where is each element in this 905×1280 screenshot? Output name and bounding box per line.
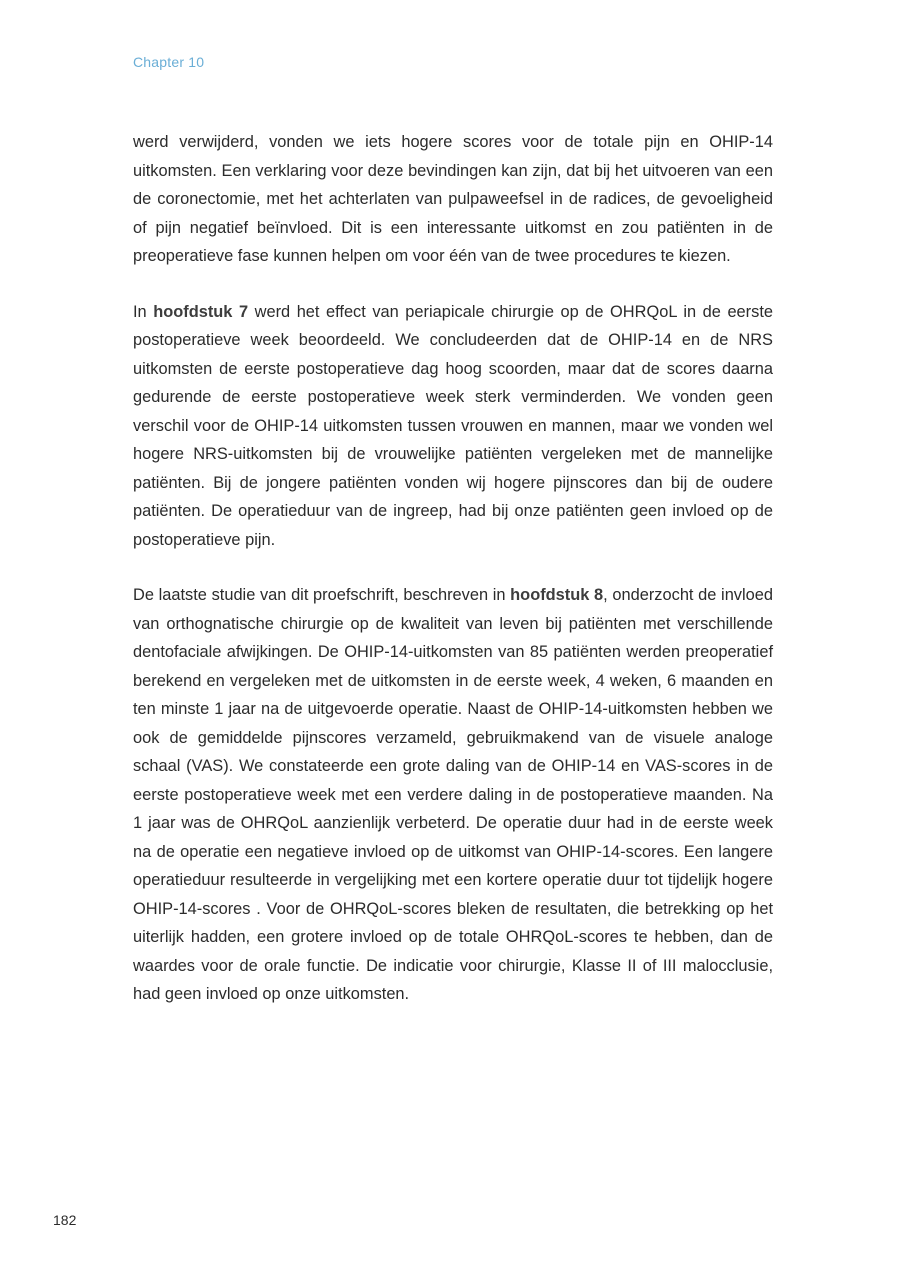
paragraph-3-before: De laatste studie van dit proefschrift, beschreven in xyxy=(133,586,511,604)
paragraph-2 xyxy=(133,298,773,555)
page-number: 182 xyxy=(53,1212,77,1228)
chapter-header: Chapter 10 xyxy=(133,54,205,70)
body-text xyxy=(133,128,773,1036)
paragraph-1: werd verwijderd, vonden we iets hogere scores voor de totale pijn en OHIP-14 uitkomsten. Een verklaring voor deze bevindingen kan zijn, dat bij het uitvoeren van een de coronectomie, met het achterlaten van pulpaweefsel in de radices, de gevoeligheid of pijn negatief beïnvloed. Dit is een interessante uitkomst en zou patiënten in de preoperatieve fase kunnen helpen om voor één van de twee procedures te kiezen. xyxy=(133,133,773,265)
paragraph-3 xyxy=(133,581,773,1009)
paragraph-2-after: werd het effect van periapicale chirurgie op de OHRQoL in de eerste postoperatieve week beoordeeld. We concludeerden dat de OHIP-14 en de NRS uitkomsten de eerste postoperatieve dag hoog scoorden, maar dat de scores daarna gedurende de eerste postoperatieve week sterk verminderden. We vonden geen verschil voor de OHIP-14 uitkomsten tussen vrouwen en mannen, maar we vonden wel hogere NRS-uitkomsten bij de vrouwelijke patiënten vergeleken met de mannelijke patiënten. Bij de jongere patiënten vonden wij hogere pijnscores dan bij de oudere patiënten. De operatieduur van de ingreep, had bij onze patiënten geen invloed op de postoperatieve pijn. xyxy=(133,302,773,549)
paragraph-2-before: In xyxy=(133,302,154,321)
chapter-reference-8: hoofdstuk 8 xyxy=(510,586,604,604)
chapter-reference-7: hoofdstuk 7 xyxy=(153,302,249,321)
paragraph-3-after: , onderzocht de invloed van orthognatische chirurgie op de kwaliteit van leven bij patiënten met verschillende dentofaciale afwijkingen. De OHIP-14-uitkomsten van 85 patiënten werden preoperatief berekend en vergeleken met de uitkomsten in de eerste week, 4 weken, 6 maanden en ten minste 1 jaar na de uitgevoerde operatie. Naast de OHIP-14-uitkomsten hebben we ook de gemiddelde pijnscores verzameld, gebruikmakend van de visuele analoge schaal (VAS). We constateerde een grote daling van de OHIP-14 en VAS-scores in de eerste postoperatieve week met een verdere daling in de postoperatieve maanden. Na 1 jaar was de OHRQoL aanzienlijk verbeterd. De operatie duur had in de eerste week na de operatie een negatieve invloed op de uitkomst van OHIP-14-scores. Een langere operatieduur resulteerde in vergelijking met een kortere operatie duur tot tijdelijk hogere OHIP-14-scores . Voor de OHRQoL-scores bleken de resultaten, die betrekking op het uiterlijk hadden, een grotere invloed op de totale OHRQoL-scores te hebben, dan de waardes voor de orale functie. De indicatie voor chirurgie, Klasse II of III malocclusie, had geen invloed op onze uitkomsten. xyxy=(133,586,773,1003)
